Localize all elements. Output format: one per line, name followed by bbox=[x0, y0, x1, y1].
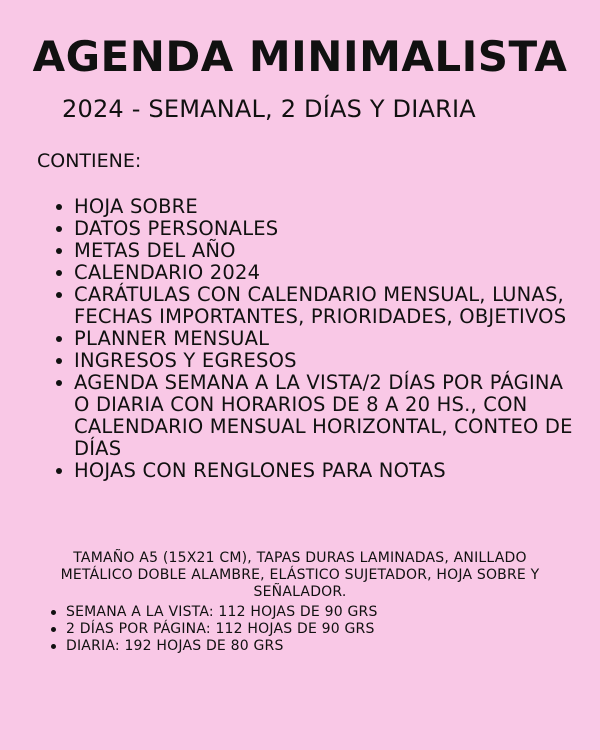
list-item: METAS DEL AÑO bbox=[52, 240, 582, 262]
page-title: AGENDA MINIMALISTA bbox=[32, 32, 568, 81]
spec-item: DIARIA: 192 HOJAS DE 80 GRS bbox=[48, 638, 548, 655]
list-item: AGENDA SEMANA A LA VISTA/2 DÍAS POR PÁGINA O DIARIA CON HORARIOS DE 8 A 20 HS., CON CALENDARIO MENSUAL HORIZONTAL, CONTEO DE DÍAS bbox=[52, 372, 582, 460]
list-item: PLANNER MENSUAL bbox=[52, 328, 582, 350]
contents-list bbox=[52, 196, 582, 482]
contents-heading: CONTIENE: bbox=[37, 150, 142, 172]
spec-item: SEMANA A LA VISTA: 112 HOJAS DE 90 GRS bbox=[48, 604, 548, 621]
list-item: HOJAS CON RENGLONES PARA NOTAS bbox=[52, 460, 582, 482]
specs-text: TAMAÑO A5 (15X21 CM), TAPAS DURAS LAMINADAS, ANILLADO METÁLICO DOBLE ALAMBRE, ELÁSTICO SUJETADOR, HOJA SOBRE Y SEÑALADOR. bbox=[60, 550, 540, 600]
subtitle: 2024 - SEMANAL, 2 DÍAS Y DIARIA bbox=[62, 95, 476, 123]
list-item: CARÁTULAS CON CALENDARIO MENSUAL, LUNAS, FECHAS IMPORTANTES, PRIORIDADES, OBJETIVOS bbox=[52, 284, 582, 328]
list-item: HOJA SOBRE bbox=[52, 196, 582, 218]
list-item: DATOS PERSONALES bbox=[52, 218, 582, 240]
spec-item: 2 DÍAS POR PÁGINA: 112 HOJAS DE 90 GRS bbox=[48, 621, 548, 638]
list-item: CALENDARIO 2024 bbox=[52, 262, 582, 284]
specs-list bbox=[48, 604, 548, 655]
list-item: INGRESOS Y EGRESOS bbox=[52, 350, 582, 372]
